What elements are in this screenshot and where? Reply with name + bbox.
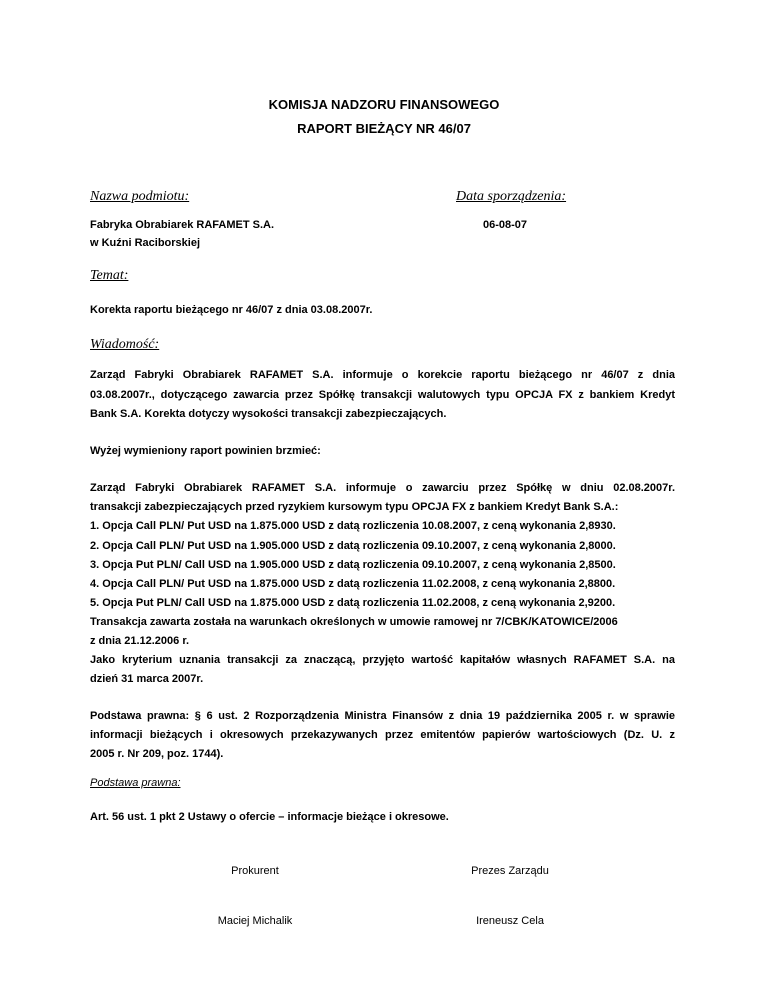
criterion-line: Jako kryterium uznania transakcji za znaczącą, przyjęto wartość kapitałów własnych RAFAMET S.A. na	[90, 654, 675, 666]
legal-basis-label: Podstawa prawna:	[90, 777, 181, 789]
signature-name: Maciej Michalik	[217, 915, 293, 927]
entity-label: Nazwa podmiotu:	[90, 189, 190, 204]
message-intro-line: Bank S.A. Korekta dotyczy wysokości transakcji zabezpieczających.	[90, 408, 447, 420]
message-intro-line: Zarząd Fabryki Obrabiarek RAFAMET S.A. informuje o korekcie raportu bieżącego nr 46/07 z dnia	[90, 369, 675, 381]
legal-basis-value: Art. 56 ust. 1 pkt 2 Ustawy o ofercie – informacje bieżące i okresowe.	[90, 811, 449, 823]
date-value: 06-08-07	[483, 219, 528, 231]
report-title: RAPORT BIEŻĄCY NR 46/07	[297, 121, 471, 136]
legal-line: 2005 r. Nr 209, poz. 1744).	[90, 748, 224, 760]
option-item: 5. Opcja Put PLN/ Call USD na 1.875.000 USD z datą rozliczenia 11.02.2008, z ceną wykonania 2,9200.	[90, 597, 616, 609]
option-item: 2. Opcja Call PLN/ Put USD na 1.905.000 USD z datą rozliczenia 09.10.2007, z ceną wykonania 2,8000.	[90, 540, 616, 552]
should-read-text: Wyżej wymieniony raport powinien brzmieć:	[90, 445, 321, 457]
subject-value: Korekta raportu bieżącego nr 46/07 z dnia 03.08.2007r.	[90, 304, 373, 316]
report-authority: KOMISJA NADZORU FINANSOWEGO	[268, 97, 500, 112]
option-item: 4. Opcja Call PLN/ Put USD na 1.875.000 USD z datą rozliczenia 11.02.2008, z ceną wykonania 2,8800.	[90, 578, 616, 590]
option-item: 3. Opcja Put PLN/ Call USD na 1.905.000 USD z datą rozliczenia 09.10.2007, z ceną wykonania 2,8500.	[90, 559, 616, 571]
message-body-line: transakcji zabezpieczających przed ryzykiem kursowym typu OPCJA FX z bankiem Kredyt Bank S.A.:	[90, 501, 619, 513]
message-intro-line: 03.08.2007r., dotyczącego zawarcia przez Spółkę transakcji walutowych typu OPCJA FX z bankiem Kredyt	[90, 389, 675, 401]
entity-location: w Kuźni Raciborskiej	[90, 237, 201, 249]
legal-line: informacji bieżących i okresowych przekazywanych przez emitentów papierów wartościowych (Dz. U. z	[90, 729, 675, 741]
signature-role: Prokurent	[231, 865, 279, 877]
signature-name: Ireneusz Cela	[476, 915, 544, 927]
message-body-line: Zarząd Fabryki Obrabiarek RAFAMET S.A. informuje o zawarciu przez Spółkę w dniu 02.08.2007r.	[90, 482, 675, 494]
agreement-line: Transakcja zawarta została na warunkach określonych w umowie ramowej nr 7/CBK/KATOWICE/2006	[90, 616, 618, 628]
date-label: Data sporządzenia:	[456, 189, 567, 204]
legal-line: Podstawa prawna: § 6 ust. 2 Rozporządzenia Ministra Finansów z dnia 19 października 2005 r. w sprawie	[90, 710, 675, 722]
agreement-line: z dnia 21.12.2006 r.	[90, 635, 190, 647]
option-item: 1. Opcja Call PLN/ Put USD na 1.875.000 USD z datą rozliczenia 10.08.2007, z ceną wykonania 2,8930.	[90, 520, 616, 532]
criterion-line: dzień 31 marca 2007r.	[90, 673, 204, 685]
message-label: Wiadomość:	[90, 337, 160, 352]
signature-role: Prezes Zarządu	[471, 865, 549, 877]
subject-label: Temat:	[90, 268, 129, 283]
entity-name: Fabryka Obrabiarek RAFAMET S.A.	[90, 219, 274, 231]
